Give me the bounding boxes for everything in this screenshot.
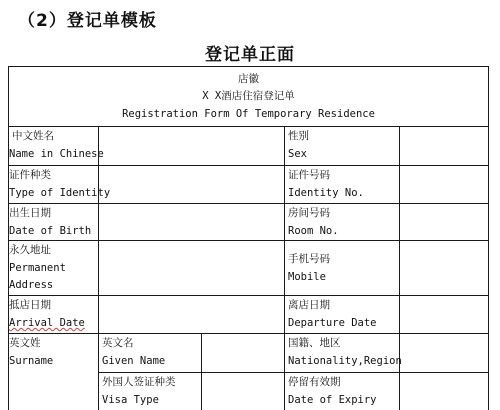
- id-no-en-label: Identity No.: [288, 187, 364, 199]
- nationality-cn-label: 国籍、地区: [288, 337, 341, 349]
- id-no-cn-label: 证件号码: [288, 169, 330, 181]
- rule-header-bottom: [8, 126, 489, 127]
- dob-cn-label: 出生日期: [9, 207, 51, 219]
- mobile-cn-label: 手机号码: [288, 253, 330, 265]
- departure-cn-label: 离店日期: [288, 299, 330, 311]
- sex-en-label: Sex: [288, 148, 307, 160]
- mobile-en-label: Mobile: [288, 271, 326, 283]
- rule-row6: [98, 372, 489, 373]
- rule-top: [8, 66, 489, 67]
- address-en-label-2: Address: [9, 279, 54, 291]
- address-cn-label: 永久地址: [9, 244, 51, 256]
- rule-row1: [8, 165, 489, 166]
- form-title: 登记单正面: [205, 45, 295, 65]
- id-type-cn-label: 证件种类: [9, 169, 51, 181]
- name-en-label: Name in Chinese: [9, 148, 104, 160]
- rule-col2: [201, 333, 202, 410]
- hotel-logo-label: 店徽: [238, 73, 259, 85]
- nationality-en-label: Nationality,Region: [288, 355, 402, 367]
- rule-col3: [284, 126, 285, 410]
- name-cn-label: 中文姓名: [12, 130, 54, 142]
- arrival-cn-label: 抵店日期: [9, 299, 51, 311]
- rule-col1: [98, 126, 99, 410]
- sex-cn-label: 性别: [288, 130, 309, 142]
- room-en-label: Room No.: [288, 225, 339, 237]
- rule-row4: [8, 295, 489, 296]
- visa-cn-label: 外国人签证种类: [102, 376, 176, 388]
- arrival-en-label: Arrival Date: [9, 317, 85, 329]
- form-name-cn: X X酒店住宿登记单: [202, 90, 295, 102]
- surname-en-label: Surname: [9, 355, 54, 367]
- room-cn-label: 房间号码: [288, 207, 330, 219]
- visa-en-label: Visa Type: [102, 394, 159, 406]
- given-cn-label: 英文名: [102, 337, 134, 349]
- rule-row2: [8, 203, 489, 204]
- rule-row5: [8, 333, 489, 334]
- expiry-en-label: Date of Expiry: [288, 394, 377, 406]
- departure-en-label: Departure Date: [288, 317, 377, 329]
- id-type-en-label: Type of Identity: [9, 187, 111, 199]
- expiry-cn-label: 停留有效期: [288, 376, 341, 388]
- surname-cn-label: 英文姓: [9, 337, 41, 349]
- address-en-label-1: Permanent: [9, 262, 66, 274]
- given-en-label: Given Name: [102, 355, 166, 367]
- section-heading: （2）登记单模板: [18, 11, 157, 31]
- registration-form: [8, 66, 489, 410]
- rule-row3: [8, 240, 489, 241]
- dob-en-label: Date of Birth: [9, 225, 92, 237]
- form-name-en: Registration Form Of Temporary Residence: [122, 108, 375, 120]
